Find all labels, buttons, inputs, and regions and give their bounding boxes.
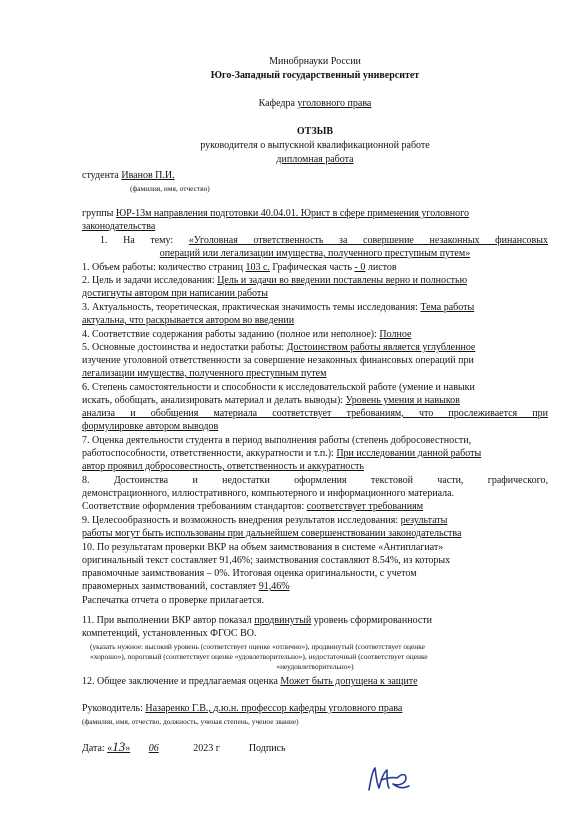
assessment-answer-2: автор проявил добросовестность, ответственность и аккуратность xyxy=(82,461,364,472)
competence-line-2: компетенций, установленных ФГОС ВО. xyxy=(82,628,257,639)
date-month-field xyxy=(133,743,191,754)
compliance-line xyxy=(82,329,548,341)
compliance-answer: Полное xyxy=(379,329,412,340)
goals-line xyxy=(82,275,548,287)
assessment-prefix: работоспособности, ответственности, аккуратности и т.п.): xyxy=(82,448,334,459)
goals-answer-1: Цель и задачи во введении поставлены верно и полностью xyxy=(217,275,468,286)
implementation-answer-1: результаты xyxy=(400,515,448,526)
printout-line: Распечатка отчета о проверке прилагается. xyxy=(82,595,264,606)
plagiarism-line-4 xyxy=(82,581,548,593)
independence-answer-3: формулировке автором выводов xyxy=(82,421,219,432)
volume-graphics-label: Графическая часть xyxy=(272,262,353,273)
relevance-prefix: 3. Актуальность, теоретическая, практическая значимость темы исследования: xyxy=(82,302,418,313)
university-name: Юго-Западный государственный университет xyxy=(210,70,420,81)
group-line xyxy=(82,208,548,220)
student-line xyxy=(82,170,548,182)
design-line-1: 8. Достоинства и недостатки оформления текстовой части, графического, xyxy=(82,475,548,486)
conclusion-prefix: 12. Общее заключение и предлагаемая оценка xyxy=(82,676,278,687)
design-prefix: Соответствие оформления требованиям стандартов: xyxy=(82,501,305,512)
student-caption: (фамилия, имя, отчество) xyxy=(130,184,210,193)
merits-answer-1: Достоинством работы является углубленное xyxy=(286,342,476,353)
plagiarism-prefix: правомерных заимствований, составляет xyxy=(82,581,257,592)
independence-line-2 xyxy=(82,395,548,407)
topic-prefix: На тему: xyxy=(123,235,174,246)
work-type: дипломная работа xyxy=(276,154,354,165)
doc-title: ОТЗЫВ xyxy=(296,126,334,137)
handwritten-signature xyxy=(365,764,413,794)
topic-line-1 xyxy=(100,235,548,247)
group-line-continued: законодательства xyxy=(82,221,156,232)
implementation-answer-2: работы могут быть использованы при дальнейшем совершенствовании законодательства xyxy=(82,528,462,539)
department-prefix: Кафедра xyxy=(258,98,295,109)
signature-label: Подпись xyxy=(248,743,286,754)
competence-suffix: уровень сформированности xyxy=(313,615,432,626)
volume-line xyxy=(82,262,548,274)
assessment-line-1: 7. Оценка деятельности студента в период выполнения работы (степень добросовестности, xyxy=(82,435,472,446)
relevance-answer-1: Тема работы xyxy=(420,302,475,313)
independence-answer-1: Уровень умения и навыков xyxy=(345,395,460,406)
merits-answer-3: легализации имущества, полученного преступным путем xyxy=(82,368,327,379)
merits-answer-2: изучение уголовной ответственности за совершение незаконных финансовых операций при xyxy=(82,355,474,366)
scale-note-1: (указать нужное: высокий уровень (соответствует оценке «отлично»), продвинутый (соответствует оценке xyxy=(90,642,425,651)
signature-field xyxy=(288,743,392,754)
conclusion-answer: Может быть допущена к защите xyxy=(280,676,418,687)
goals-answer-2: достигнуты автором при написании работы xyxy=(82,288,268,299)
plagiarism-value: 91,46% xyxy=(258,581,290,592)
volume-prefix: 1. Объем работы: количество страниц xyxy=(82,262,243,273)
design-line-3 xyxy=(82,501,548,513)
relevance-line xyxy=(82,302,548,314)
competence-prefix: 11. При выполнении ВКР автор показал xyxy=(82,615,252,626)
volume-graphics: - 0 xyxy=(354,262,366,273)
plagiarism-line-3: правомочные заимствования – 0%. Итоговая оценка оригинальности, с учетом xyxy=(82,568,417,579)
date-label: Дата: xyxy=(82,743,105,754)
compliance-prefix: 4. Соответствие содержания работы заданию (полное или неполное): xyxy=(82,329,377,340)
date-month: 06 xyxy=(148,743,159,754)
plagiarism-line-2: оригинальный текст составляет 91,46%; заимствования составляют 8.54%, из которых xyxy=(82,555,451,566)
assessment-answer-1: При исследовании данной работы xyxy=(336,448,482,459)
competence-level: продвинутый xyxy=(254,615,312,626)
date-signature-line xyxy=(82,741,548,755)
independence-line-1: 6. Степень самостоятельности и способности к исследовательской работе (умение и навыки xyxy=(82,382,475,393)
department-line xyxy=(82,98,548,110)
ministry-name: Минобрнауки России xyxy=(269,56,361,67)
topic-title-2: операций или легализации имущества, полученного преступным путем» xyxy=(159,248,471,259)
goals-prefix: 2. Цель и задачи исследования: xyxy=(82,275,215,286)
independence-answer-2: анализа и обобщения материала соответствует требованиям, что прослеживается при xyxy=(82,408,548,419)
competence-line-1 xyxy=(82,615,548,627)
implementation-line-1 xyxy=(82,515,548,527)
date-day: 13 xyxy=(112,739,126,754)
volume-pages: 103 с. xyxy=(245,262,270,273)
student-name: Иванов П.И. xyxy=(121,170,175,181)
relevance-answer-2: актуальна, что раскрывается автором во введении xyxy=(82,315,295,326)
supervisor-value: Назаренко Г.В., д.ю.н. профессор кафедры уголовного права xyxy=(145,703,403,714)
merits-line xyxy=(82,342,548,354)
date-year: 2023 г xyxy=(193,743,220,754)
independence-prefix: искать, обобщать, анализировать материал и делать выводы): xyxy=(82,395,344,406)
volume-suffix: листов xyxy=(367,262,397,273)
implementation-prefix: 9. Целесообразность и возможность внедрения результатов исследования: xyxy=(82,515,399,526)
conclusion-line xyxy=(82,676,548,688)
scale-note-3: «неудовлетворительно») xyxy=(276,662,354,671)
supervisor-line xyxy=(82,703,548,715)
design-line-2: демонстрационного, иллюстративного, компьютерного и информационного материала. xyxy=(82,488,455,499)
department-name: уголовного права xyxy=(297,98,372,109)
doc-subtitle: руководителя о выпускной квалификационной работе xyxy=(200,140,430,151)
design-answer: соответствует требованиям xyxy=(306,501,424,512)
group-prefix: группы xyxy=(82,208,114,219)
topic-title-1: «Уголовная ответственность за совершение незаконных финансовых xyxy=(188,235,548,246)
merits-prefix: 5. Основные достоинства и недостатки работы: xyxy=(82,342,285,353)
supervisor-prefix: Руководитель: xyxy=(82,703,143,714)
student-prefix: студента xyxy=(82,170,119,181)
topic-number: 1. xyxy=(100,235,108,246)
group-value: ЮР-13м направления подготовки 40.04.01. Юрист в сфере применения уголовного xyxy=(115,208,469,219)
plagiarism-line-1: 10. По результатам проверки ВКР на объем заимствования в системе «Антиплагиат» xyxy=(82,542,444,553)
scale-note-2: «хорошо»), пороговый (соответствует оценке «удовлетворительно»), недостаточный (соответствует оценке xyxy=(90,652,428,661)
date-day-field: «13» xyxy=(107,739,131,754)
assessment-line-2 xyxy=(82,448,548,460)
supervisor-caption: (фамилия, имя, отчество, должность, ученая степень, ученое звание) xyxy=(82,717,299,726)
